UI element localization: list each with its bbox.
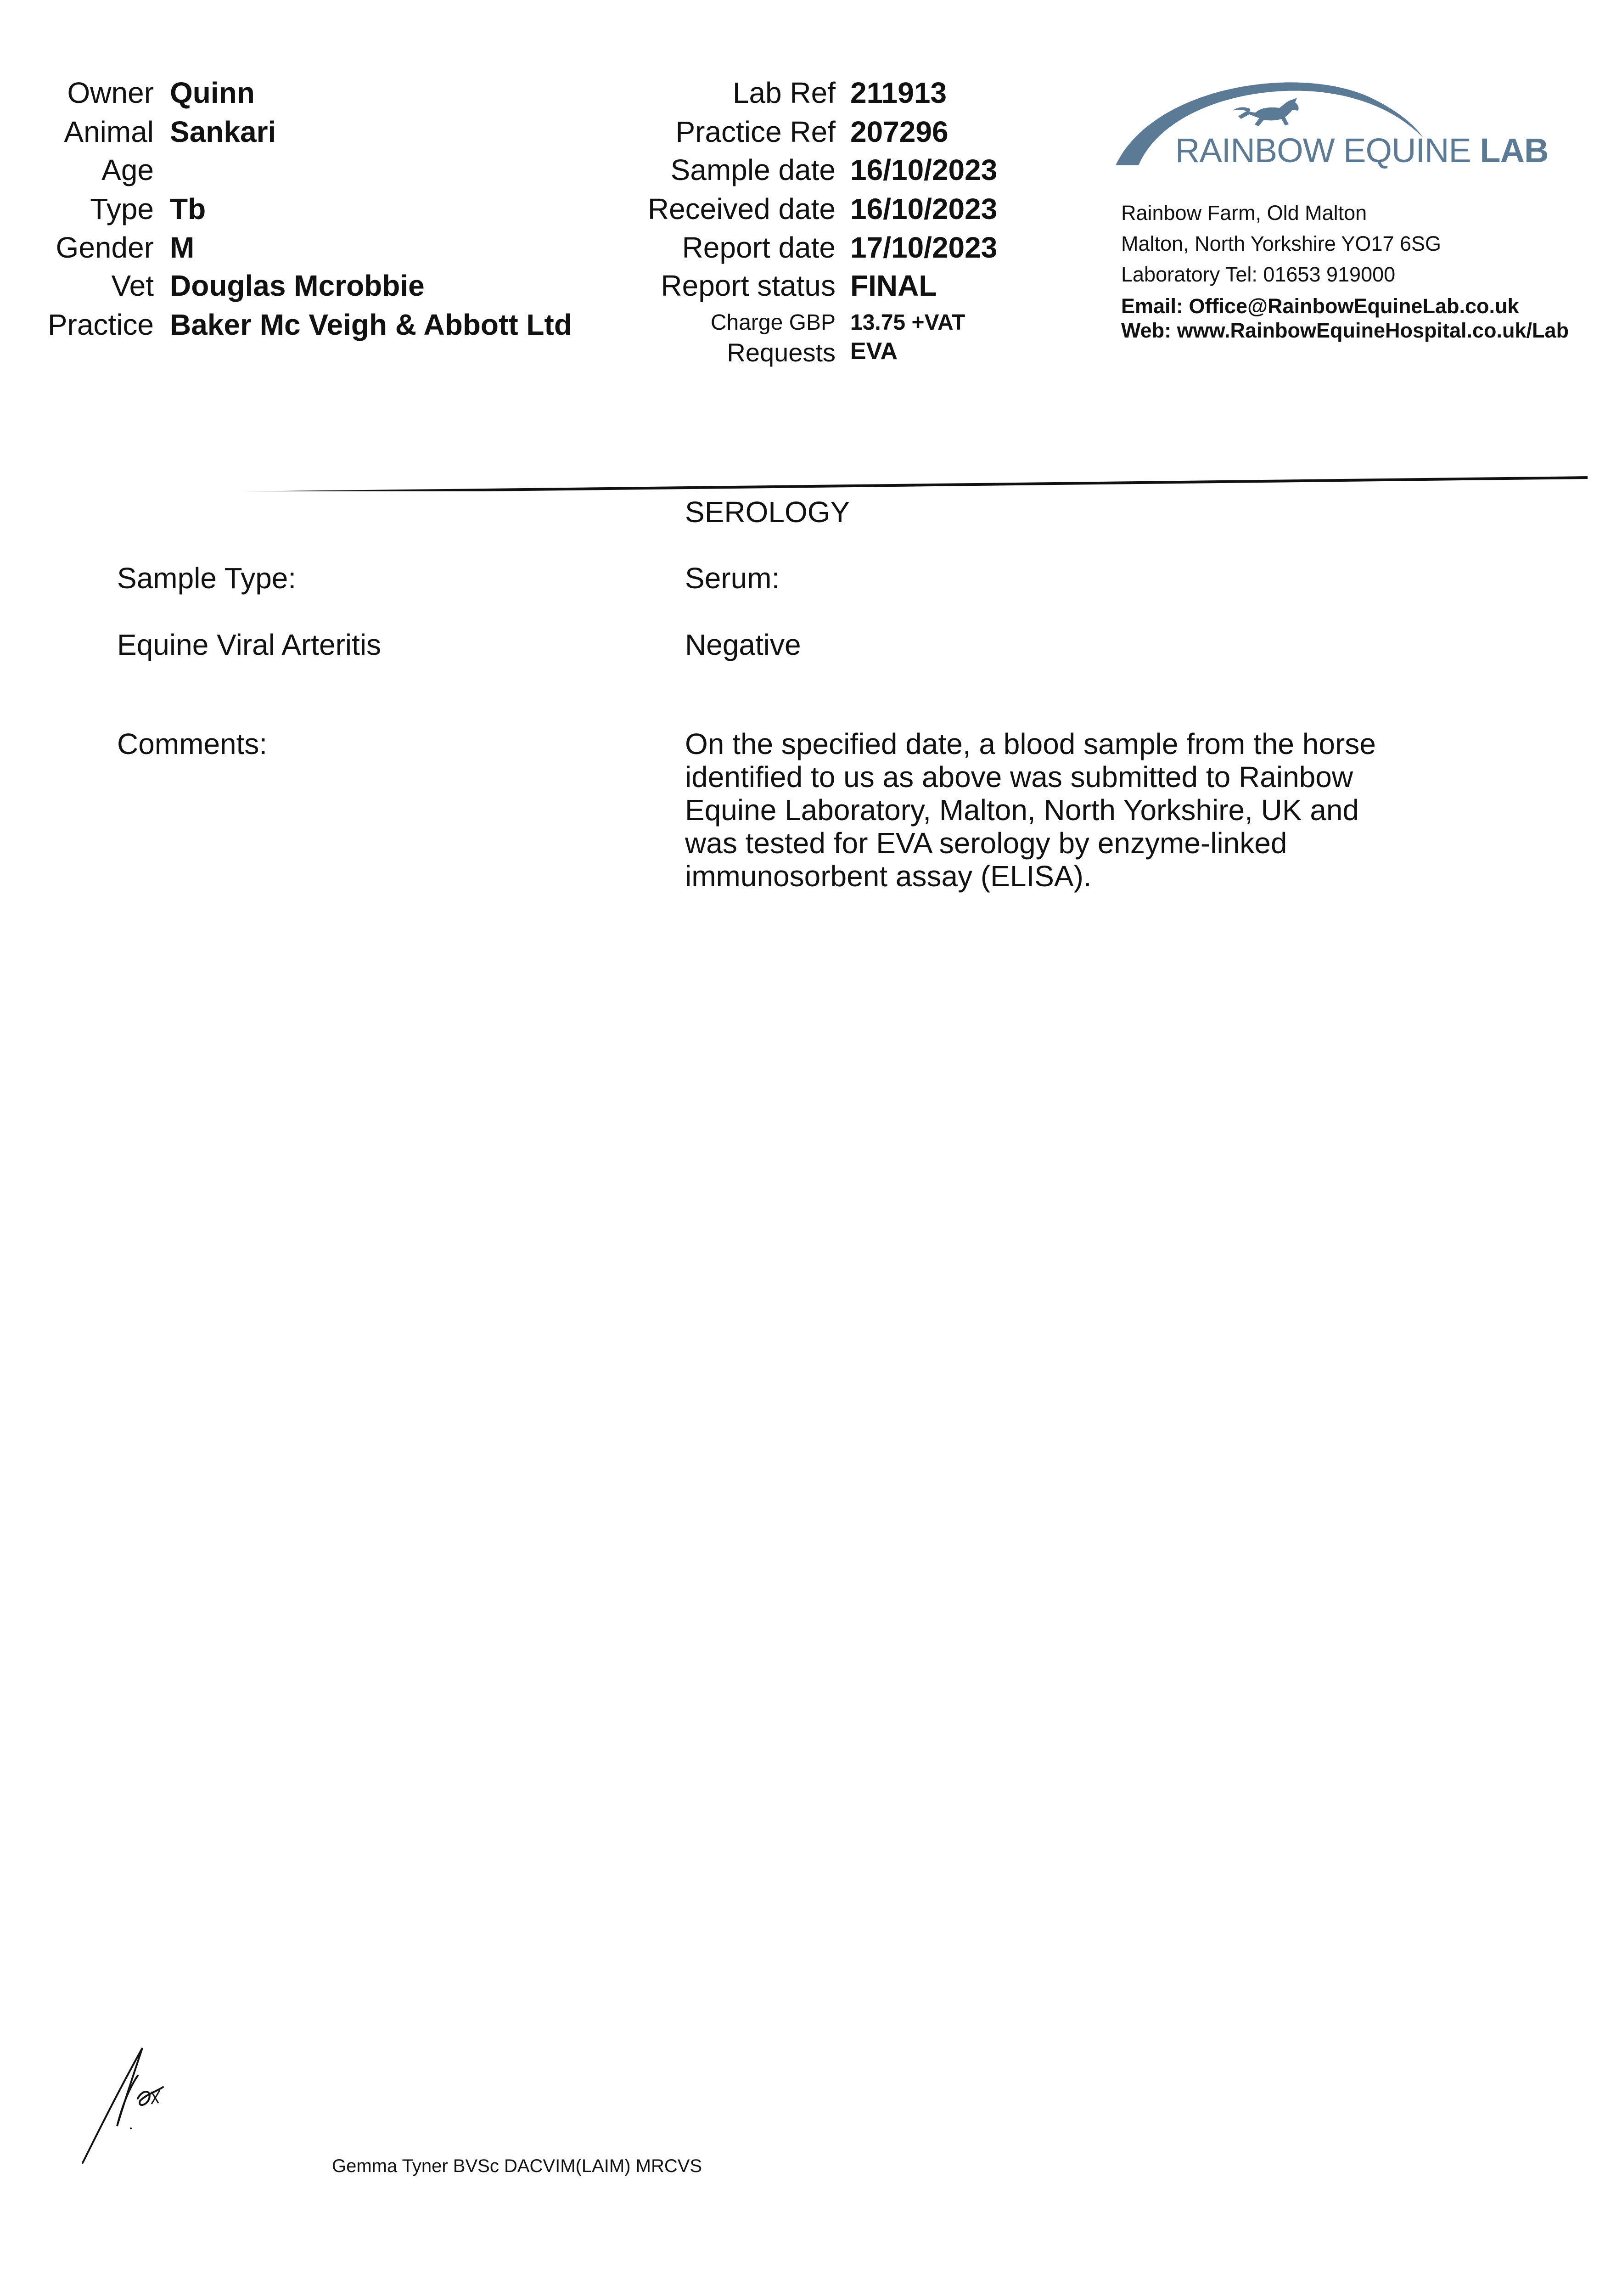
report-date-label: Report date (682, 231, 836, 264)
signatory-name: Gemma Tyner BVSc DACVIM(LAIM) MRCVS (332, 2156, 702, 2176)
lab-web-link[interactable]: Web: www.RainbowEquineHospital.co.uk/Lab (1121, 319, 1569, 342)
vet-label: Vet (111, 269, 154, 302)
vet-value: Douglas Mcrobbie (170, 269, 425, 302)
lab-ref-value: 211913 (850, 76, 947, 109)
owner-value: Quinn (170, 76, 255, 109)
requests-label: Requests (727, 338, 836, 367)
comment-line: was tested for EVA serology by enzyme-linked (685, 827, 1287, 860)
comments-label: Comments: (117, 727, 268, 760)
type-value: Tb (170, 192, 206, 225)
practice-value: Baker Mc Veigh & Abbott Ltd (170, 308, 572, 341)
charge-label: Charge GBP (710, 310, 836, 335)
animal-label: Animal (64, 115, 154, 148)
logo-text-main: RAINBOW EQUINE (1175, 131, 1471, 169)
report-status-value: FINAL (850, 269, 937, 302)
received-date-value: 16/10/2023 (850, 192, 998, 225)
rainbow-equine-lab-logo (1111, 69, 1552, 179)
address-line-1: Rainbow Farm, Old Malton (1121, 201, 1367, 225)
comment-line: Equine Laboratory, Malton, North Yorkshire, UK and (685, 793, 1359, 827)
section-title: SEROLOGY (685, 495, 850, 529)
practice-label: Practice (47, 308, 154, 341)
header-divider (0, 473, 1622, 491)
lab-email-link[interactable]: Email: Office@RainbowEquineLab.co.uk (1121, 294, 1519, 318)
sample-date-label: Sample date (670, 153, 836, 186)
sample-type-value: Serum: (685, 562, 780, 595)
gender-value: M (170, 231, 195, 264)
comment-line: immunosorbent assay (ELISA). (685, 860, 1092, 893)
received-date-label: Received date (647, 192, 836, 225)
address-line-2: Malton, North Yorkshire YO17 6SG (1121, 232, 1442, 255)
animal-value: Sankari (170, 115, 276, 148)
report-status-label: Report status (661, 269, 836, 302)
handwritten-signature (73, 2039, 193, 2177)
practice-ref-value: 207296 (850, 115, 949, 148)
comment-line: On the specified date, a blood sample from the horse (685, 727, 1376, 760)
sample-date-value: 16/10/2023 (850, 153, 998, 186)
requests-value: EVA (850, 338, 898, 365)
comment-line: identified to us as above was submitted to Rainbow (685, 760, 1353, 793)
test-result: Negative (685, 628, 801, 661)
sample-type-label: Sample Type: (117, 562, 297, 595)
lab-ref-label: Lab Ref (732, 76, 836, 109)
logo-text-lab: LAB (1480, 131, 1549, 169)
lab-telephone: Laboratory Tel: 01653 919000 (1121, 263, 1396, 286)
owner-label: Owner (67, 76, 154, 109)
gender-label: Gender (56, 231, 154, 264)
test-name: Equine Viral Arteritis (117, 628, 382, 661)
age-label: Age (101, 153, 154, 186)
practice-ref-label: Practice Ref (675, 115, 836, 148)
report-date-value: 17/10/2023 (850, 231, 998, 264)
type-label: Type (90, 192, 154, 225)
charge-value: 13.75 +VAT (850, 310, 965, 335)
